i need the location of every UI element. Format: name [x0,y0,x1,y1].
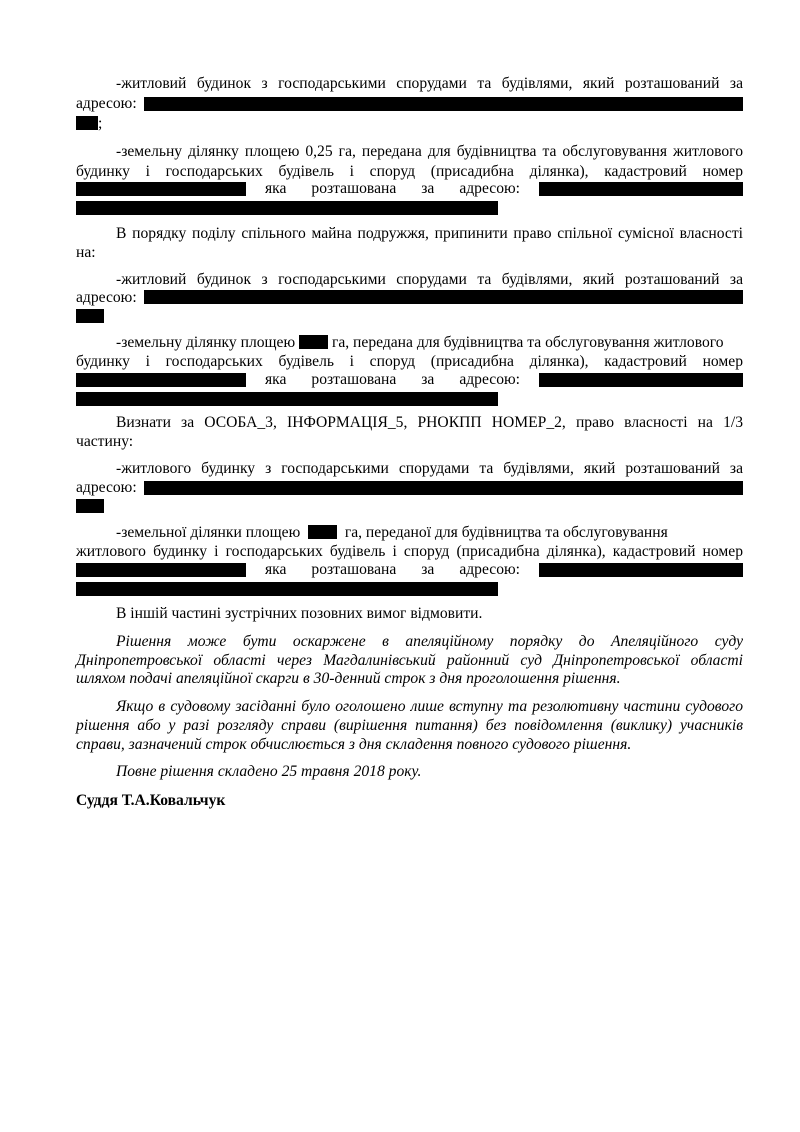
paragraph-line: шляхом подачі апеляційної скарги в 30-денний строк з дня проголошення рішення. [76,670,621,687]
paragraph-line: В порядку поділу спільного майна подружжя, припинити право спільної сумісної власності [116,225,743,242]
paragraph-line: частину: [76,433,134,450]
paragraph-line: будинку і господарських будівель і споруд (присадибна ділянка), кадастровий номер [76,353,743,370]
paragraph-line: Якщо в судовому засіданні було оголошено лише вступну та резолютивну частини судового [116,698,743,715]
paragraph-line: В іншій частині зустрічних позовних вимог відмовити. [116,605,483,622]
paragraph-line: житлового будинку і господарських будівель і споруд (присадибна ділянка), кадастровий номер [76,543,743,560]
paragraph-line: -житловий будинок з господарськими спорудами та будівлями, який розташований за [116,75,743,92]
redaction-bar [144,97,743,111]
redaction-bar [76,309,104,323]
redaction-bar [539,373,743,387]
paragraph-line: яка розташована за адресою: [265,180,520,197]
redaction-bar [144,290,743,304]
redaction-bar [76,392,498,406]
paragraph-line: яка розташована за адресою: [265,371,520,388]
paragraph-line: -житлового будинку з господарськими спорудами та будівлями, який розташований за [116,460,743,477]
redaction-bar [76,499,104,513]
paragraph-line: адресою: [76,95,137,112]
paragraph-line: -земельну ділянку площею 0,25 га, передана для будівництва та обслуговування житлового [116,143,743,160]
paragraph-line: Повне рішення складено 25 травня 2018 року. [116,763,422,780]
redaction-bar [76,373,246,387]
paragraph-line: яка розташована за адресою: [265,561,520,578]
redaction-bar [299,335,328,349]
paragraph-line: -земельної ділянки площею га, переданої для будівництва та обслуговування [116,524,668,541]
paragraph-line: Визнати за ОСОБА_3, ІНФОРМАЦІЯ_5, РНОКПП НОМЕР_2, право власності на 1/3 [116,414,743,431]
redaction-bar [76,563,246,577]
paragraph-line: -житловий будинок з господарськими спорудами та будівлями, який розташований за [116,271,743,288]
paragraph-line: справи, зазначений строк обчислюється з дня складення повного судового рішення. [76,736,632,753]
paragraph-line: адресою: [76,289,137,306]
redaction-bar [539,182,743,196]
paragraph-line: Дніпропетровської області через Магдалинівський районний суд Дніпропетровської області [76,652,743,669]
paragraph-line: на: [76,244,96,261]
judge-signature: Суддя Т.А.Ковальчук [76,792,226,809]
paragraph-line: Рішення може бути оскаржене в апеляційному порядку до Апеляційного суду [116,633,743,650]
redaction-bar [539,563,743,577]
redaction-bar [76,582,498,596]
paragraph-line: -земельну ділянку площею га, передана для будівництва та обслуговування житлового [116,334,724,351]
paragraph-line: ; [76,114,743,134]
redaction-bar [76,182,246,196]
redaction-bar [144,481,743,495]
redaction-bar [76,201,498,215]
redaction-bar [308,525,337,539]
paragraph-line: будинку і господарських будівель і споруд (присадибна ділянка), кадастровий номер [76,163,743,180]
paragraph-line: адресою: [76,479,137,496]
redaction-bar [76,116,98,130]
paragraph-line: рішення або у разі розгляду справи (вирішення питання) без повідомлення (виклику) учасників [76,717,743,734]
